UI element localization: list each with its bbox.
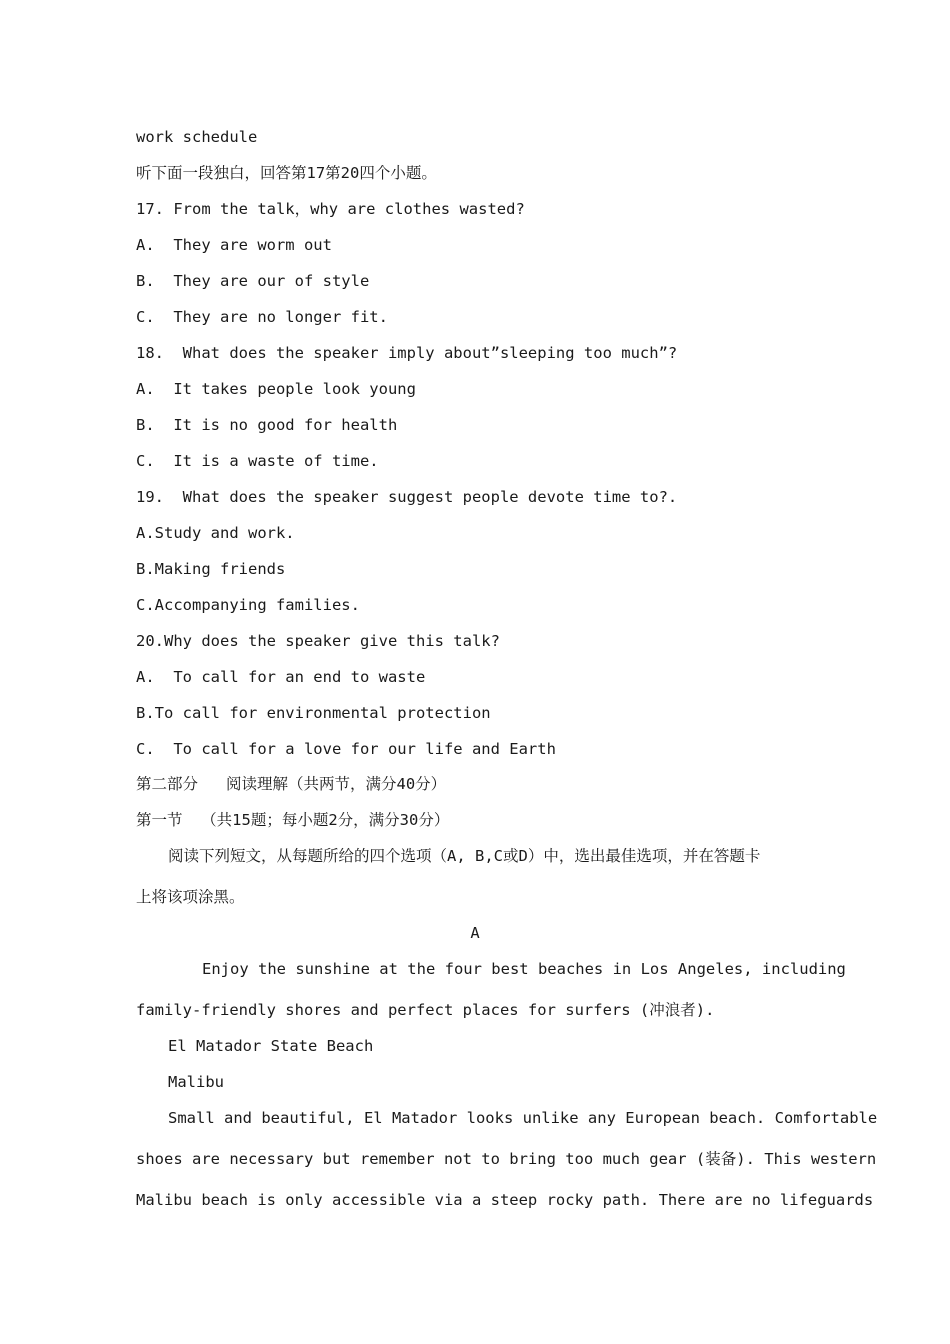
option-19c: C.Accompanying families. [136,596,360,614]
option-20a: A. To call for an end to waste [136,668,426,686]
beach-name: El Matador State Beach [168,1037,374,1055]
line-work-schedule: work schedule [136,128,258,146]
reading-instruction: 阅读下列短文，从每题所给的四个选项（A, B,C或D）中，选出最佳选项，并在答题卡 [168,847,761,865]
beach-description: Small and beautiful, El Matador looks unlike any European beach. Comfortable [168,1109,878,1127]
option-20b: B.To call for environmental protection [136,704,491,722]
passage-intro-cont: family-friendly shores and perfect places for surfers (冲浪者). [136,1001,715,1019]
section-heading-part2: 第二部分 阅读理解（共两节，满分40分） [136,775,447,793]
reading-instruction-cont: 上将该项涂黑。 [136,888,245,906]
passage-label: A [470,924,480,942]
option-17a: A. They are worm out [136,236,332,254]
question-17: 17. From the talk，why are clothes wasted? [136,200,525,218]
option-18c: C. It is a waste of time. [136,452,379,470]
beach-description-cont2: Malibu beach is only accessible via a steep rocky path. There are no lifeguards [136,1191,874,1209]
beach-description-cont1: shoes are necessary but remember not to bring too much gear (装备). This western [136,1150,877,1168]
question-18: 18. What does the speaker imply about”sleeping too much”? [136,344,678,362]
option-19a: A.Study and work. [136,524,295,542]
option-17c: C. They are no longer fit. [136,308,388,326]
passage-intro: Enjoy the sunshine at the four best beaches in Los Angeles, including [202,960,846,978]
option-19b: B.Making friends [136,560,286,578]
option-18b: B. It is no good for health [136,416,398,434]
question-20: 20.Why does the speaker give this talk? [136,632,500,650]
beach-location: Malibu [168,1073,224,1091]
option-18a: A. It takes people look young [136,380,416,398]
section-heading-section1: 第一节 （共15题；每小题2分，满分30分） [136,811,450,829]
question-19: 19. What does the speaker suggest people devote time to?. [136,488,678,506]
option-17b: B. They are our of style [136,272,370,290]
option-20c: C. To call for a love for our life and Earth [136,740,556,758]
instruction-monologue: 听下面一段独白，回答第17第20四个小题。 [136,164,437,182]
